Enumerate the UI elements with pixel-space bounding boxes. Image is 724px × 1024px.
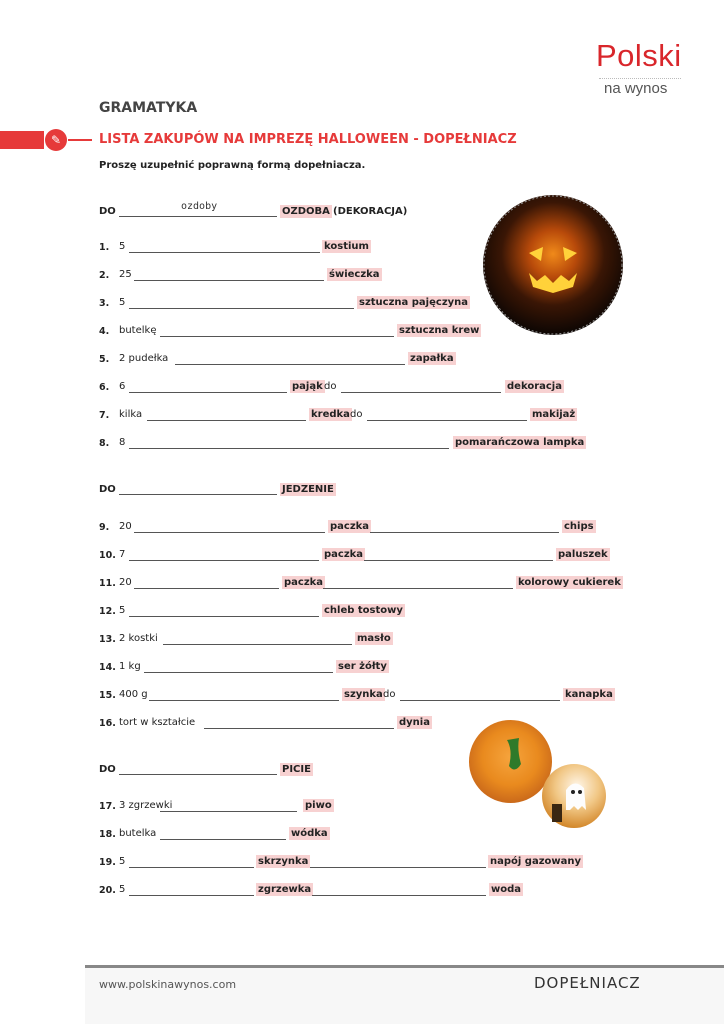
item-quantity: 25 xyxy=(119,269,132,280)
ghost-cookie-photo xyxy=(542,764,606,828)
title-accent-bar xyxy=(0,131,44,149)
answer-blank[interactable] xyxy=(129,448,449,449)
category-decor: OZDOBA xyxy=(282,206,330,217)
jack-o-lantern-face-icon xyxy=(483,195,623,335)
category-do-label: DO xyxy=(99,206,116,217)
base-word: szynka xyxy=(344,689,383,700)
footer-divider xyxy=(85,965,724,968)
base-word: dekoracja xyxy=(507,381,562,392)
base-word: świeczka xyxy=(329,269,380,280)
answer-blank[interactable] xyxy=(129,895,254,896)
item-quantity: 2 pudełka xyxy=(119,353,169,364)
item-number: 19. xyxy=(99,857,116,868)
footer-topic: DOPEŁNIACZ xyxy=(534,974,641,992)
connector-do: do xyxy=(324,381,337,392)
item-number: 8. xyxy=(99,438,110,449)
footer-url[interactable]: www.polskinawynos.com xyxy=(99,978,237,991)
connector-do: do xyxy=(350,409,363,420)
item-number: 16. xyxy=(99,718,116,729)
example-answer: ozdoby xyxy=(181,201,218,212)
item-quantity: 3 zgrzewki xyxy=(119,800,173,811)
base-word: kolorowy cukierek xyxy=(518,577,621,588)
category-blank-food[interactable] xyxy=(119,494,277,495)
category-blank-decor[interactable] xyxy=(119,216,277,217)
answer-blank[interactable] xyxy=(160,336,394,337)
item-number: 7. xyxy=(99,410,110,421)
brand-tagline: na wynos xyxy=(604,80,668,97)
base-word: paczka xyxy=(330,521,370,532)
item-quantity: 1 kg xyxy=(119,661,141,672)
answer-blank[interactable] xyxy=(364,560,553,561)
item-quantity: butelka xyxy=(119,828,157,839)
item-quantity: 5 xyxy=(119,884,126,895)
category-do-label: DO xyxy=(99,484,116,495)
answer-blank[interactable] xyxy=(147,420,306,421)
base-word: wódka xyxy=(291,828,328,839)
answer-blank[interactable] xyxy=(160,839,286,840)
answer-blank[interactable] xyxy=(312,895,486,896)
base-word: dynia xyxy=(399,717,430,728)
answer-blank[interactable] xyxy=(129,616,319,617)
item-quantity: 5 xyxy=(119,605,126,616)
item-quantity: 8 xyxy=(119,437,126,448)
base-word: chleb tostowy xyxy=(324,605,403,616)
instruction-text: Proszę uzupełnić poprawną formą dopełniacza. xyxy=(99,160,366,171)
answer-blank[interactable] xyxy=(323,588,513,589)
base-word: paczka xyxy=(284,577,324,588)
item-number: 1. xyxy=(99,242,110,253)
category-decor-suffix: (DEKORACJA) xyxy=(333,206,408,217)
answer-blank[interactable] xyxy=(175,364,405,365)
item-quantity: 5 xyxy=(119,856,126,867)
item-number: 14. xyxy=(99,662,116,673)
category-food: JEDZENIE xyxy=(282,484,334,495)
base-word: piwo xyxy=(305,800,332,811)
item-quantity: butelkę xyxy=(119,325,157,336)
item-quantity: 5 xyxy=(119,297,126,308)
base-word: sztuczna pajęczyna xyxy=(359,297,469,308)
item-number: 15. xyxy=(99,690,116,701)
item-number: 6. xyxy=(99,382,110,393)
answer-blank[interactable] xyxy=(144,672,333,673)
item-number: 3. xyxy=(99,298,110,309)
item-quantity: 6 xyxy=(119,381,126,392)
item-quantity: 2 kostki xyxy=(119,633,158,644)
category-blank-drink[interactable] xyxy=(119,774,277,775)
title-accent-line xyxy=(68,139,92,141)
base-word: makijaż xyxy=(532,409,576,420)
base-word: zgrzewka xyxy=(258,884,312,895)
item-quantity: kilka xyxy=(119,409,143,420)
base-word: kanapka xyxy=(565,689,613,700)
ghost-icon xyxy=(542,764,606,828)
answer-blank[interactable] xyxy=(367,420,527,421)
answer-blank[interactable] xyxy=(149,700,339,701)
item-number: 4. xyxy=(99,326,110,337)
base-word: paczka xyxy=(324,549,364,560)
item-number: 12. xyxy=(99,606,116,617)
brand-logo: Polski xyxy=(596,38,682,73)
answer-blank[interactable] xyxy=(129,560,319,561)
answer-blank[interactable] xyxy=(129,252,320,253)
page-title: LISTA ZAKUPÓW NA IMPREZĘ HALLOWEEN - DOPEŁNIACZ xyxy=(99,132,517,147)
exercise-icon: ✎ xyxy=(45,129,67,151)
logo-divider xyxy=(599,78,681,79)
category-drink: PICIE xyxy=(282,764,311,775)
base-word: woda xyxy=(491,884,522,895)
jack-o-lantern-photo xyxy=(483,195,623,335)
answer-blank[interactable] xyxy=(129,392,287,393)
pumpkin-stem-icon xyxy=(469,720,552,803)
item-number: 20. xyxy=(99,885,116,896)
answer-blank[interactable] xyxy=(310,867,486,868)
answer-blank[interactable] xyxy=(134,280,324,281)
answer-blank[interactable] xyxy=(134,532,325,533)
connector-do: do xyxy=(383,689,396,700)
item-number: 2. xyxy=(99,270,110,281)
item-number: 10. xyxy=(99,550,116,561)
answer-blank[interactable] xyxy=(129,867,254,868)
answer-blank[interactable] xyxy=(129,308,354,309)
answer-blank[interactable] xyxy=(400,700,560,701)
item-quantity: 20 xyxy=(119,577,132,588)
base-word: pająk xyxy=(292,381,323,392)
base-word: chips xyxy=(564,521,594,532)
pumpkin-photo xyxy=(469,720,552,803)
item-number: 11. xyxy=(99,578,116,589)
answer-blank[interactable] xyxy=(163,644,352,645)
base-word: zapałka xyxy=(410,353,454,364)
item-quantity: 20 xyxy=(119,521,132,532)
base-word: masło xyxy=(357,633,391,644)
base-word: skrzynka xyxy=(258,856,309,867)
base-word: pomarańczowa lampka xyxy=(455,437,585,448)
base-word: kredka xyxy=(311,409,350,420)
answer-blank[interactable] xyxy=(160,811,297,812)
answer-blank[interactable] xyxy=(134,588,279,589)
base-word: ser żółty xyxy=(338,661,387,672)
item-number: 18. xyxy=(99,829,116,840)
base-word: sztuczna krew xyxy=(399,325,480,336)
base-word: kostium xyxy=(324,241,369,252)
item-quantity: tort w kształcie xyxy=(119,717,196,728)
answer-blank[interactable] xyxy=(204,728,394,729)
item-quantity: 5 xyxy=(119,241,126,252)
answer-blank[interactable] xyxy=(341,392,501,393)
item-number: 13. xyxy=(99,634,116,645)
item-quantity: 400 g xyxy=(119,689,148,700)
section-label: GRAMATYKA xyxy=(99,100,198,116)
item-number: 5. xyxy=(99,354,110,365)
item-number: 17. xyxy=(99,801,116,812)
base-word: paluszek xyxy=(558,549,608,560)
item-quantity: 7 xyxy=(119,549,126,560)
base-word: napój gazowany xyxy=(490,856,582,867)
category-do-label: DO xyxy=(99,764,116,775)
answer-blank[interactable] xyxy=(370,532,559,533)
item-number: 9. xyxy=(99,522,110,533)
